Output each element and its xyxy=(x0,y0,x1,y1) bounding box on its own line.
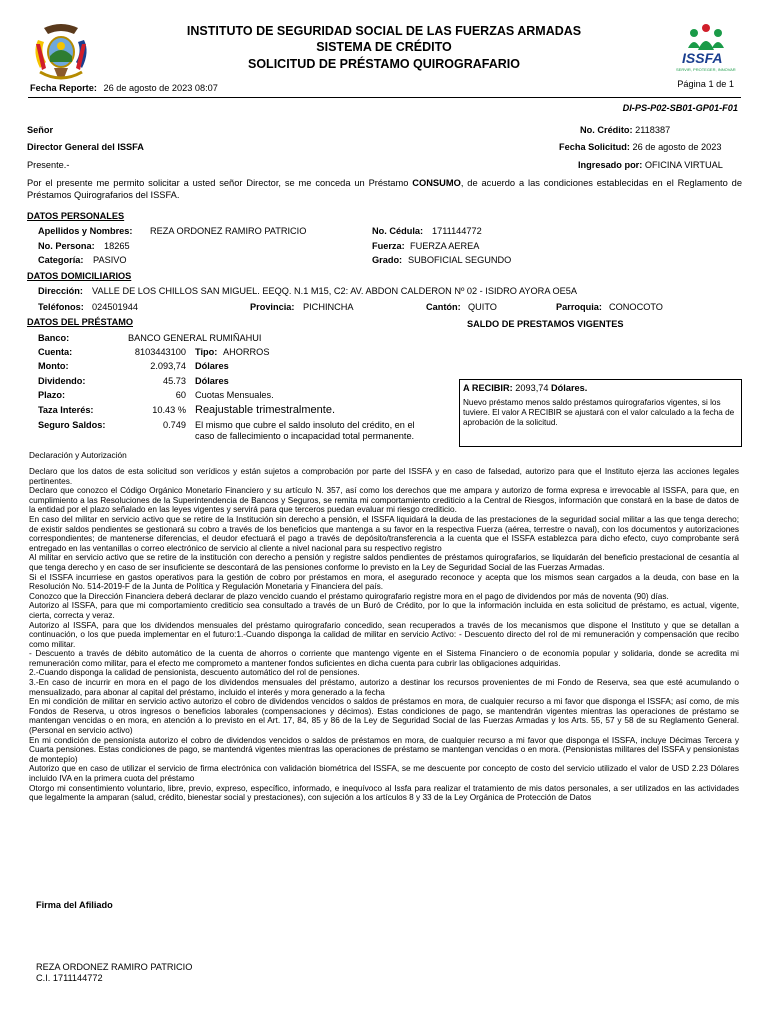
grado-value: SUBOFICIAL SEGUNDO xyxy=(408,255,512,265)
fuerza-label: Fuerza: xyxy=(372,241,405,251)
a-recibir-note: Nuevo préstamo menos saldo préstamos quirografarios vigentes, si los tuviere. El valor A RECIBIR se ajustará con el valor calculado a la fecha de aprobación de la solicitud. xyxy=(463,398,735,428)
banco-value: BANCO GENERAL RUMIÑAHUI xyxy=(128,333,262,343)
firma-label: Firma del Afiliado xyxy=(36,900,113,910)
parroquia-label: Parroquia: xyxy=(556,302,602,312)
ingresado-value: OFICINA VIRTUAL xyxy=(644,160,723,170)
cuenta-value: 8103443100 xyxy=(134,347,186,357)
declaracion-paragraph: Autorizo que en caso de utilizar el servicio de firma electrónica con validación biométrica del ISSFA, se me descuente por concepto de costo del servicio utilizado el valor de USD 2.23 Dólares incluido IVA en la primera cuota del préstamo xyxy=(29,764,739,783)
seguro-value: 0.749 xyxy=(163,420,186,430)
page-number: Página 1 de 1 xyxy=(677,79,734,89)
declaracion-paragraph: Autorizo al ISSFA, para que los dividendos mensuales del préstamo quirografario concedido, sean recuperados a través de los mecanismos que dispone el Instituto y que se detallan a continuación, o los que pueda implementar en el futuro:1.-Cuando disponga la calidad de militar en servicio Activo: - Descuento directo del rol de mi remuneración y compensación que recibo como militar. xyxy=(29,620,739,649)
no-credito-label: No. Crédito: xyxy=(580,125,633,135)
fecha-solicitud-value: 26 de agosto de 2023 xyxy=(632,142,722,152)
addressee: Director General del ISSFA xyxy=(27,142,144,152)
seguro-label: Seguro Saldos: xyxy=(38,420,106,430)
tasa-value: 10.43 % xyxy=(152,405,186,415)
telefonos-label: Teléfonos: xyxy=(38,302,84,312)
cedula-label: No. Cédula: xyxy=(372,226,424,236)
firma-ci: C.I. 1711144772 xyxy=(36,973,103,983)
a-recibir-line xyxy=(463,383,587,393)
declaracion-paragraph: Otorgo mi consentimiento voluntario, libre, previo, expreso, específico, informado, e inequívoco al Issfa para realizar el tratamiento de mis datos personales, a ser utilizados en las actividades que legalmente la amparan (salud, crédito, bienestar social y prestaciones), con sujeción a los artículos 8 y 33 de la Ley Orgánica de Protección de Datos xyxy=(29,783,739,803)
fecha-reporte-label: Fecha Reporte: xyxy=(30,83,97,93)
declaracion-paragraph: En caso del militar en servicio activo que se retire de la Institución sin derecho a pensión, el ISSFA liquidará la deuda de las prestaciones de la seguridad social militar a las que tenga derecho; de existir saldos pendientes se gestionará su cobro a través de los beneficios que mantenga a su favor en la respectiva Fuerza (aérea, terrestre o naval), con los documentos y autorizaciones correspondientes; de mantenerse diferencias, el deudor efectuará el pago a través de depósito/transferencia a la cuenta que el ISSFA establezca para dicho efecto, cuyo comprobante será entregado en las ventanillas o correo electrónico de servicio al cliente a nivel nacional para su respectivo registro xyxy=(29,514,739,553)
declaracion-paragraph: Declaro que los datos de esta solicitud son verídicos y están sujetos a comprobación por parte del ISSFA y en caso de falsedad, autorizo para que el Instituto ejerza las acciones legales pertinentes. xyxy=(29,467,739,486)
request-text-b: , de acuerdo a las condiciones establecidas en el Reglamento de Préstamos Quirografarios del ISSFA. xyxy=(27,178,742,200)
cedula-value: 1711144772 xyxy=(432,226,482,236)
fecha-reporte xyxy=(30,83,218,93)
fecha-solicitud xyxy=(559,142,721,152)
presente: Presente.- xyxy=(27,160,70,170)
tipo-value: AHORROS xyxy=(223,347,270,357)
monto-label: Monto: xyxy=(38,361,69,371)
fuerza-value: FUERZA AEREA xyxy=(410,241,480,251)
fecha-solicitud-label: Fecha Solicitud: xyxy=(559,142,630,152)
header-title-document: SOLICITUD DE PRÉSTAMO QUIROGRAFARIO xyxy=(248,57,520,71)
apellidos-value: REZA ORDONEZ RAMIRO PATRICIO xyxy=(150,226,307,236)
plazo-label: Plazo: xyxy=(38,390,66,400)
monto-unit: Dólares xyxy=(195,361,229,371)
declaracion-paragraph: 2.-Cuando disponga la calidad de pensionista, descuento automático del rol de pensiones. xyxy=(29,668,360,678)
provincia-value: PICHINCHA xyxy=(303,302,354,312)
plazo-value: 60 xyxy=(175,390,186,400)
fecha-reporte-value: 26 de agosto de 2023 08:07 xyxy=(103,83,218,93)
document-code: DI-PS-P02-SB01-GP01-F01 xyxy=(622,103,738,113)
declaracion-paragraph: - Descuento a través de débito automático de la cuenta de ahorros o corriente que mantengo vigente en el Sistema Financiero o de economía popular y solidaria, donde se acredita mi remuneración como militar, para el efecto me comprometo a mantener fondos suficientes en dicha cuenta para cubrir las obligaciones adquiridas. xyxy=(29,649,739,668)
no-credito-value: 2118387 xyxy=(635,125,671,135)
dividendo-value: 45.73 xyxy=(163,376,186,386)
tasa-label: Taza Interés: xyxy=(38,405,94,415)
no-credito xyxy=(580,125,670,135)
seguro-description-line2: caso de fallecimiento o incapacidad total permanente. xyxy=(195,431,415,441)
dividendo-label: Dividendo: xyxy=(38,376,86,386)
cuenta-label: Cuenta: xyxy=(38,347,73,357)
header-title-institute: INSTITUTO DE SEGURIDAD SOCIAL DE LAS FUERZAS ARMADAS xyxy=(186,24,582,38)
canton-value: QUITO xyxy=(468,302,497,312)
ingresado-por xyxy=(578,160,723,170)
a-recibir-label: A RECIBIR: xyxy=(463,383,513,393)
issfa-logo-tagline: SERVIR, PROTEGER, INNOVAR xyxy=(676,67,736,72)
declaracion-paragraph: Al militar en servicio activo que se retire de la institución con derecho a pensión y registre saldos pendientes de préstamos quirografarios, se liquidarán del beneficio prestacional de cesantía al que tenga derecho y en caso de ser insuficiente se descontará de las pensiones conforme lo previsto en la Ley de Seguridad Social de las Fuerzas Armadas. xyxy=(29,553,739,572)
persona-label: No. Persona: xyxy=(38,241,95,251)
banco-label: Banco: xyxy=(38,333,70,343)
monto-value: 2.093,74 xyxy=(150,361,186,371)
apellidos-label: Apellidos y Nombres: xyxy=(38,226,133,236)
header-rule xyxy=(28,97,741,98)
declaracion-paragraph: Autorizo al ISSFA, para que mi comportamiento crediticio sea consultado a través de un Buró de Crédito, por lo que la información incluida en esta solicitud de préstamo, es actual, vigente, cierta, correcta y veraz. xyxy=(29,601,739,620)
tipo-label: Tipo: xyxy=(195,347,218,357)
a-recibir-box xyxy=(459,379,742,447)
ingresado-label: Ingresado por: xyxy=(578,160,643,170)
issfa-logo-text: ISSFA xyxy=(682,50,723,66)
section-datos-prestamo: DATOS DEL PRÉSTAMO xyxy=(27,317,134,327)
declaracion-paragraph: Declaro que conozco el Código Orgánico Monetario Financiero y su artículo N. 357, así como los derechos que me ampara y autorizo de forma expresa e irrevocable al ISSFA, para que, en cumplimiento a las Resoluciones de la Superintendencia de Bancos y Seguros, se remita mi comportamiento crediticio a la Central de Riesgos, información que constará en la base de datos de la entidad por el plazo señalado en las leyes vigentes y servirá para que terceros puedan evaluar mi riesgo crediticio. xyxy=(29,486,739,515)
declaracion-paragraph: Si el ISSFA incurriese en gastos operativos para la gestión de cobro por préstamos en mora, el asegurado reconoce y acepta que los mismos sean cargados a la deuda, con base en la Resolución No. 514-2019-F de la Junta de Política y Regulación Monetaria y Financiera del país. xyxy=(29,572,739,592)
categoria-label: Categoría: xyxy=(38,255,84,265)
persona-value: 18265 xyxy=(104,241,130,251)
declaracion-body xyxy=(29,467,739,803)
parroquia-value: CONOCOTO xyxy=(609,302,663,312)
canton-label: Cantón: xyxy=(426,302,461,312)
declaracion-paragraph: Conozco que la Dirección Financiera deberá declarar de plazo vencido cuando el préstamo quirografario registre mora en el pago de dividendos por más de noventa (90) días. xyxy=(29,591,669,601)
section-datos-personales: DATOS PERSONALES xyxy=(27,211,125,221)
categoria-value: PASIVO xyxy=(93,255,127,265)
a-recibir-value: 2093,74 xyxy=(515,383,549,393)
request-loan-type: CONSUMO xyxy=(412,178,461,188)
direccion-label: Dirección: xyxy=(38,286,83,296)
telefonos-value: 024501944 xyxy=(92,302,138,312)
tasa-description: Reajustable trimestralmente. xyxy=(195,404,336,416)
seguro-description-line1: El mismo que cubre el saldo insoluto del crédito, en el xyxy=(195,420,415,430)
direccion-value: VALLE DE LOS CHILLOS SAN MIGUEL. EEQQ. N.1 M15, C2: AV. ABDON CALDERON Nº 02 - ISIDRO AYORA OE5A xyxy=(92,286,578,296)
section-saldo-prestamos: SALDO DE PRESTAMOS VIGENTES xyxy=(467,319,624,329)
header-title-system: SISTEMA DE CRÉDITO xyxy=(316,40,452,54)
a-recibir-unit: Dólares. xyxy=(551,383,588,393)
firma-name: REZA ORDONEZ RAMIRO PATRICIO xyxy=(36,962,193,972)
declaracion-paragraph: En mi condición de pensionista autorizo el cobro de dividendos vencidos o saldos de préstamos en mora, de cualquier recurso a mi favor que disponga el ISSFA, incluye Décimas Tercera y Cuarta pensiones. Estas condiciones de pago, se mantendrá vigentes mientras las operaciones de préstamo se mantengan vencidas o en mora. (Pensionistas militares del ISSFA y pensionistas de montepío) xyxy=(29,735,739,764)
declaracion-paragraph: En mi condición de militar en servicio activo autorizo el cobro de dividendos vencidos o saldos de préstamos en mora, de cualquier recurso a mi favor que disponga el ISSFA; así como, de mis Fondos de Reserva, u otros ingresos o beneficios laborales (compensaciones y décimos). Estas condiciones de pago, se mantendrán vigentes mientras las operaciones de préstamo se mantengan vencidas o en mora, en atención a lo previsto en el Art. 17, 84, 85 y 86 de la Ley de Seguridad Social de las Fuerzas Armadas y los Arts. 55, 57 y 58 de su Reglamento General. (Personal en servicio activo) xyxy=(29,697,739,736)
salutation: Señor xyxy=(27,125,54,135)
section-datos-domiciliarios: DATOS DOMICILIARIOS xyxy=(27,271,132,281)
declaracion-paragraph: 3.-En caso de incurrir en mora en el pago de los dividendos mensuales del préstamo, autorizo a destinar los recursos provenientes de mi Fondo de Reserva, sea que esté acumulando o mensualizado, para abonar al capital del préstamo, incluido el interés y mora generado a la fecha xyxy=(29,678,739,697)
provincia-label: Provincia: xyxy=(250,302,295,312)
plazo-unit: Cuotas Mensuales. xyxy=(195,390,274,400)
request-paragraph xyxy=(27,178,742,201)
request-text-a: Por el presente me permito solicitar a usted señor Director, se me conceda un Préstamo xyxy=(27,178,413,188)
dividendo-unit: Dólares xyxy=(195,376,229,386)
declaracion-title: Declaración y Autorización xyxy=(29,450,127,460)
grado-label: Grado: xyxy=(372,255,403,265)
